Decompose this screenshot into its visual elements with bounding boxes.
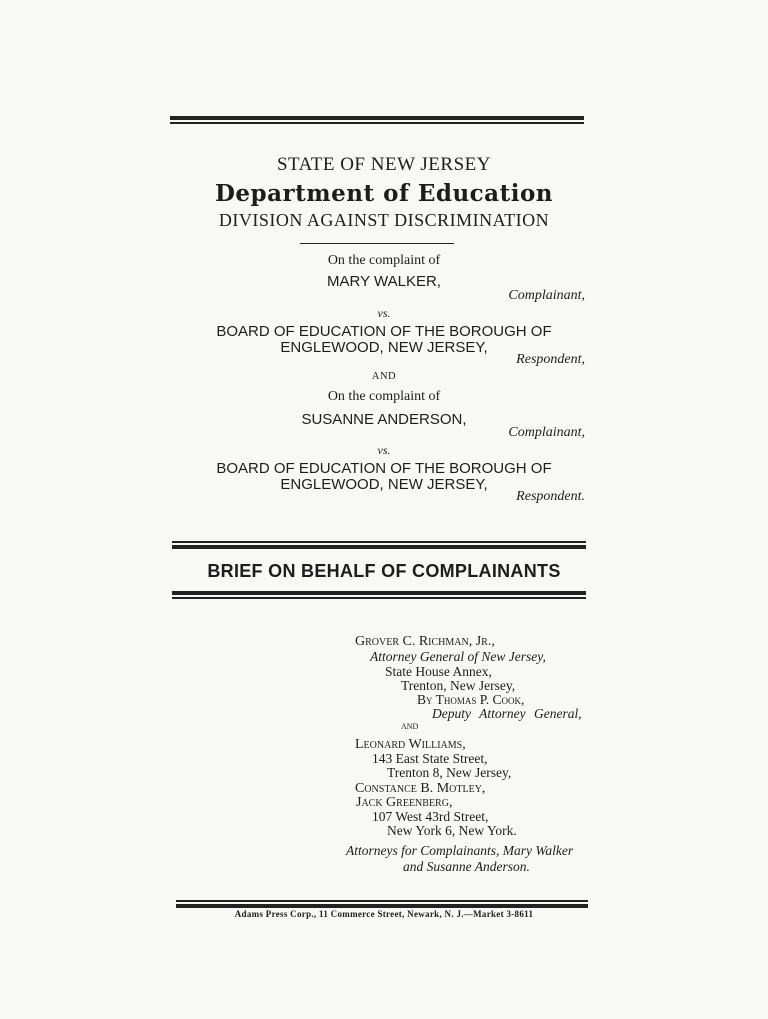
attorney-line-2: Attorney General of New Jersey,: [370, 649, 546, 664]
header-divider: [300, 243, 454, 244]
case2-respondent-line2: ENGLEWOOD, NEW JERSEY,: [280, 476, 488, 493]
top-rule-thin: [170, 122, 584, 124]
case1-respondent-line2: ENGLEWOOD, NEW JERSEY,: [280, 339, 488, 356]
attorney-line-9: 143 East State Street,: [372, 751, 488, 766]
case1-complainant-role: Complainant,: [508, 288, 585, 303]
attorney-line-5: By Thomas P. Cook,: [417, 692, 525, 707]
attorney-line-13: 107 West 43rd Street,: [372, 809, 489, 824]
attorney-line-4: Trenton, New Jersey,: [401, 678, 516, 693]
case2-respondent-role: Respondent.: [516, 489, 585, 504]
footer-rule-thin: [176, 900, 588, 902]
attorney-line-7: and: [401, 720, 419, 732]
case1-respondent-role: Respondent,: [516, 352, 585, 367]
attorney-line-10: Trenton 8, New Jersey,: [387, 765, 512, 780]
attorney-line-3: State House Annex,: [385, 664, 492, 679]
department-heading: Department of Education: [214, 180, 554, 207]
brief-title: BRIEF ON BEHALF OF COMPLAINANTS: [207, 561, 561, 581]
attorney-line-8: Leonard Williams,: [355, 737, 466, 752]
attorney-line-12: Jack Greenberg,: [356, 795, 453, 810]
footer-rule-thick: [176, 904, 588, 908]
case1-complainant-name: MARY WALKER,: [327, 273, 441, 290]
top-rule-thick: [170, 116, 584, 120]
case2-vs: vs.: [377, 443, 391, 457]
attorney-line-14: New York 6, New York.: [387, 823, 517, 838]
division-heading: DIVISION AGAINST DISCRIMINATION: [218, 210, 550, 230]
case2-complainant-name: SUSANNE ANDERSON,: [301, 411, 467, 428]
case1-respondent-line1: BOARD OF EDUCATION OF THE BOROUGH OF: [216, 323, 552, 340]
attorney-line-16: and Susanne Anderson.: [403, 859, 530, 874]
and-label: AND: [371, 371, 397, 382]
attorney-line-15: Attorneys for Complainants, Mary Walker: [346, 843, 574, 858]
case2-respondent-line1: BOARD OF EDUCATION OF THE BOROUGH OF: [216, 460, 552, 477]
printer-imprint: Adams Press Corp., 11 Commerce Street, Newark, N. J.—Market 3-8611: [234, 909, 534, 919]
brief-rule-top-thin: [172, 541, 586, 543]
attorney-line-1: Grover C. Richman, Jr.,: [355, 634, 495, 649]
attorney-line-6: Deputy Attorney General,: [432, 706, 582, 721]
case1-vs: vs.: [377, 306, 391, 320]
attorney-line-11: Constance B. Motley,: [355, 781, 486, 796]
brief-rule-bottom-thick: [172, 591, 586, 595]
case2-complaint-intro: On the complaint of: [327, 389, 441, 404]
brief-rule-bottom-thin: [172, 597, 586, 599]
state-heading: STATE OF NEW JERSEY: [276, 154, 491, 175]
case1-complaint-intro: On the complaint of: [327, 253, 441, 268]
case2-complainant-role: Complainant,: [508, 425, 585, 440]
brief-rule-top-thick: [172, 545, 586, 549]
